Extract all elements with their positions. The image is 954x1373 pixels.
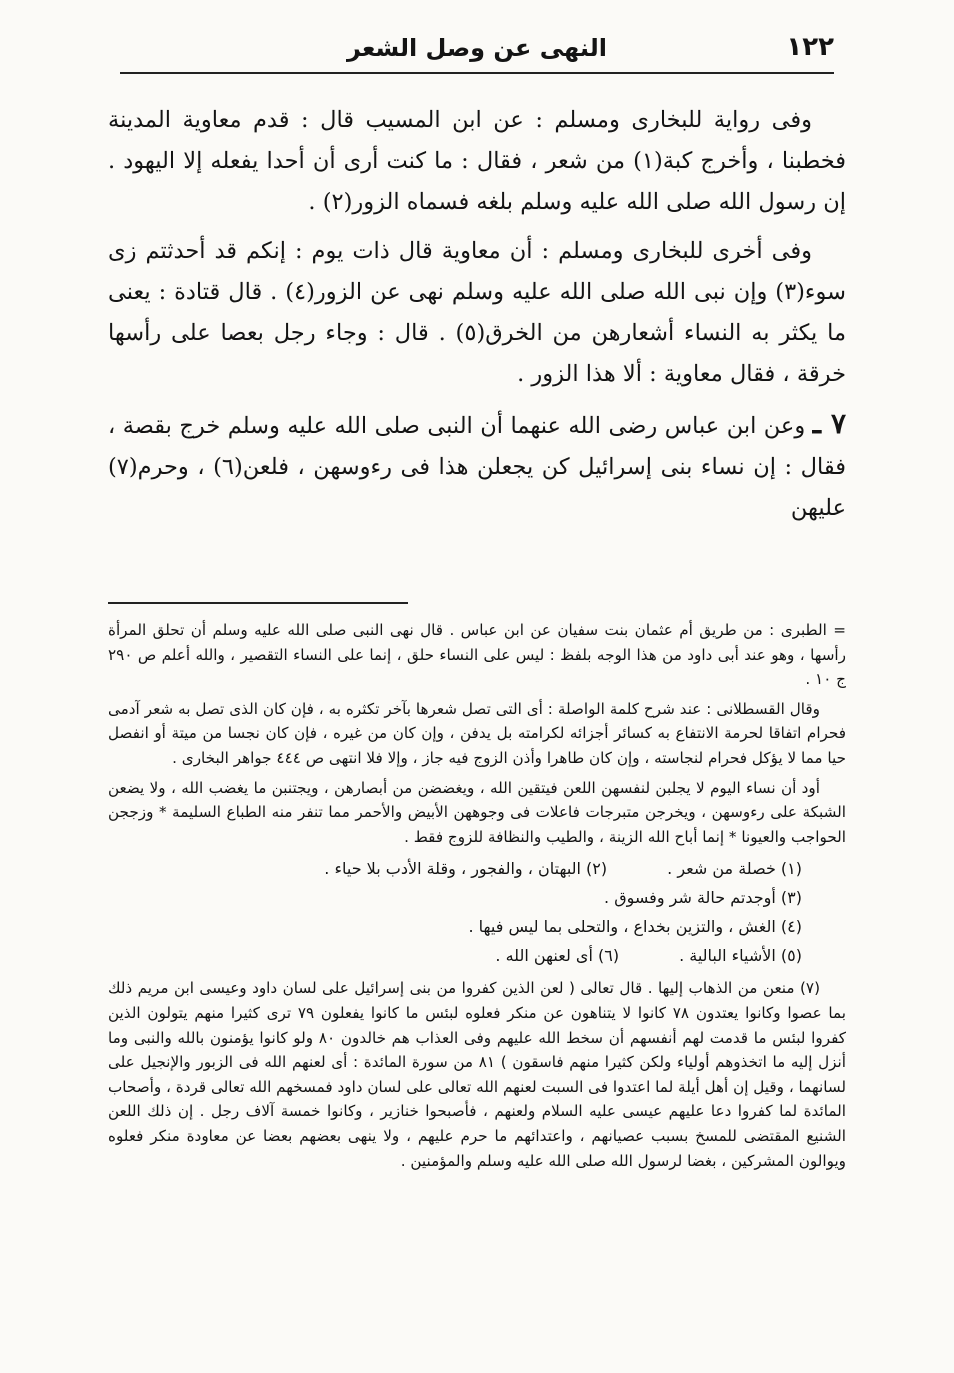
hadith-7 — [108, 403, 846, 529]
footnote-1-2 — [108, 854, 846, 883]
footnote-1: (١) خصلة من شعر . — [667, 859, 802, 879]
footnote-4: (٤) الغش ، والتزين بخداع ، والتحلى بما ليس فيها . — [468, 917, 802, 937]
footnote-7: (٧) منعن من الذهاب إليها . قال تعالى ( لعن الذين كفروا من بنى إسرائيل على لسان داود وعيسى ابن مريم ذلك بما عصوا وكانوا يعتدون ٧٨ كانوا لا يتناهون عن منكر فعلوه لبئس ما كانوا يفعلون ٧٩ ترى كثيرا منهم يتولون الذين كفروا لبئس ما قدمت لهم أنفسهم أن سخط الله عليهم وفى العذاب هم خالدون ٨٠ ولو كانوا يؤمنون بالله والنبى وما أنزل إليه ما اتخذوهم أولياء ولكن كثيرا منهم فاسقون ) ٨١ من سورة المائدة : أى لعنهم الله فى الزبور والإنجيل على لسانهما ، وقيل إن أهل أيلة لما اعتدوا فى السبت لعنهم الله تعالى على لسان داود فمسخهم الله تعالى قردة ، وأصحاب المائدة لما كفروا دعا عليهم عيسى عليه السلام ولعنهم ، فأصبحوا خنازير ، وكانوا خمسة آلاف رجل . إن ذلك اللعن الشنيع المقتضى للمسخ بسبب عصيانهم ، واعتدائهم ما حرم عليهم ، ولا ينهى بعضهم بعضا عن معاودة منكر فعلوه ويوالون المشركين ، بغضا لرسول الله صلى الله عليه وسلم والمؤمنين . — [108, 979, 846, 1170]
header-rule — [120, 72, 834, 74]
footnote-separator — [108, 602, 408, 604]
running-title: النهى عن وصل الشعر — [347, 34, 607, 62]
footnote-qastallani: وقال القسطلانى : عند شرح كلمة الواصلة : أى التى تصل شعرها بآخر تكثره به ، فإن كان الذى تصل به شعر آدمى فحرام اتفاقا لحرمة الانتفاع به كسائر أجزائه لكرامته بل يدفن ، وإن كان من غيره ، فإن كان نجسا من ميتة أو انفصل حيا مما لا يؤكل فحرام لنجاسته ، وإن كان طاهرا وأذن الزوج فيه جاز ، وإلا فلا انتهى ص ٤٤٤ جواهر البخارى . — [108, 699, 846, 767]
footnote-3: (٣) أوجدتم حالة شر وفسوق . — [604, 888, 802, 908]
footnote-definitions — [108, 854, 846, 970]
main-text — [108, 100, 846, 537]
footnote-continuation: = الطبرى : من طريق أم عثمان بنت سفيان عن ابن عباس . قال نهى النبى صلى الله عليه وسلم أن تحلق المرأة رأسها ، وهو عند أبى داود من هذا الوجه بلفظ : ليس على النساء حلق ، إنما على النساء التقصير ، والله أعلم ص ٢٩٠ ج ١٠ . — [108, 621, 846, 689]
hadith-number: ٧ ـ — [812, 407, 846, 440]
footnotes — [108, 618, 846, 1178]
footnote-6: (٦) أى لعنهن الله . — [495, 946, 620, 966]
footnote-5: (٥) الأشياء البالية . — [679, 946, 802, 966]
footnote-author-note: أود أن نساء اليوم لا يجلبن لنفسهن اللعن فيتقين الله ، ويغضضن من أبصارهن ، ويجتنبن ما يغضب الله ، ولا يضعن الشبكة على رءوسهن ، ويخرجن متبرجات فاعلات فى وجوههن الأبيض والأحمر مما تنفر منه الطباع السليمة * وزججن الحواجب والعيونا * إنما أباح الله الزينة ، والطيب والنظافة للزوج فقط . — [108, 778, 846, 846]
hadith-7-text: وعن ابن عباس رضى الله عنهما أن النبى صلى الله عليه وسلم خرج بقصة ، فقال : إن نساء بنى إسرائيل كن يجعلن هذا فى رءوسهن ، فلعن(٦) ، وحرم(٧) عليهن — [108, 413, 846, 521]
footnote-5-6 — [108, 941, 846, 970]
paragraph-bukhari-muslim-2: وفى أخرى للبخارى ومسلم : أن معاوية قال ذات يوم : إنكم قد أحدثتم زى سوء(٣) وإن نبى الله صلى الله عليه وسلم نهى عن الزور(٤) . قال قتادة : يعنى ما يكثر به النساء أشعارهن من الخرق(٥) . قال : وجاء رجل بعصا على رأسها خرقة ، فقال معاوية : ألا هذا الزور . — [108, 238, 846, 387]
paragraph-bukhari-muslim-1: وفى رواية للبخارى ومسلم : عن ابن المسيب قال : قدم معاوية المدينة فخطبنا ، وأخرج كبة(١) من شعر ، فقال : ما كنت أرى أن أحدا يفعله إلا اليهود . إن رسول الله صلى الله عليه وسلم بلغه فسماه الزور(٢) . — [108, 107, 846, 215]
page-number: ١٢٢ — [786, 32, 834, 62]
page-header — [120, 28, 834, 72]
footnote-2: (٢) البهتان ، والفجور ، وقلة الأدب بلا حياء . — [324, 859, 608, 879]
